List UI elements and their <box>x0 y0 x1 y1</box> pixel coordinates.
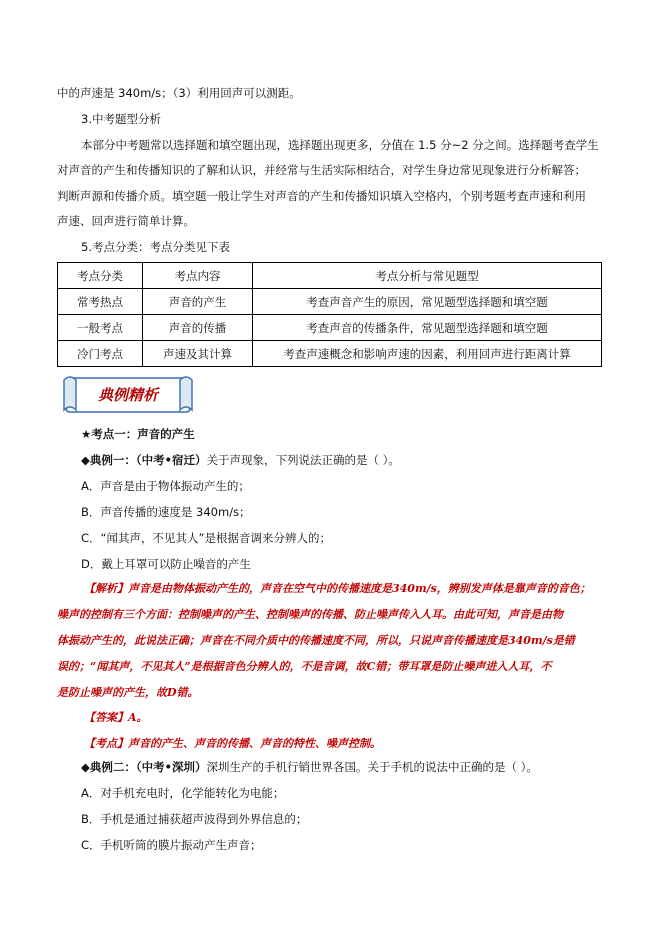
table-cell: 考查声音的传播条件，常见题型选择题和填空题 <box>253 315 602 341</box>
paragraph-line: 判断声源和传播介质。填空题一般让学生对声音的产生和传播知识填入空格内，个别考题考查声速和利用 <box>57 189 586 203</box>
table-header-row <box>58 263 602 289</box>
table-cell: 考查声音产生的原因，常见题型选择题和填空题 <box>253 289 602 315</box>
analysis-line: 误的；“闻其声，不见其人”是根据音色分辨人的，不是音调，故C错；带耳罩是防止噪声进入人耳，不 <box>57 660 552 673</box>
kaodian-line: 【考点】声音的产生、声音的传播、声音的特性、噪声控制。 <box>84 737 381 750</box>
table-cell: 声速及其计算 <box>143 341 253 367</box>
answer-line: 【答案】A。 <box>84 711 148 724</box>
analysis-line: 体振动产生的，此说法正确；声音在不同介质中的传播速度不同，所以，只说声音传播速度是340m/s是错 <box>57 634 575 647</box>
scroll-curl-right-icon <box>180 377 192 410</box>
question-text: 深圳生产的手机行销世界各国。关于手机的说法中正确的是（ ）。 <box>206 760 538 774</box>
table-cell: 一般考点 <box>58 315 143 341</box>
example-source: （中考•宿迁） <box>135 453 207 467</box>
table-row <box>58 315 602 341</box>
option-a: A．声音是由于物体振动产生的； <box>81 479 250 493</box>
analysis-line: 【解析】声音是由物体振动产生的，声音在空气中的传播速度是340m/s，辨别发声体是靠声音的音色； <box>84 582 591 595</box>
analysis-line: 噪声的控制有三个方面：控制噪声的产生、控制噪声的传播、防止噪声传入人耳。由此可知，声音是由物 <box>57 608 563 621</box>
example-source: （中考•深圳） <box>135 760 207 774</box>
option-b: B．手机是通过捕获超声波得到外界信息的； <box>81 812 308 826</box>
example-question <box>81 759 538 775</box>
table-cell: 冷门考点 <box>58 341 143 367</box>
topic-heading: ★考点一：声音的产生 <box>81 427 195 441</box>
table-row <box>58 289 602 315</box>
question-text: 关于声现象，下列说法正确的是（ ）。 <box>206 453 400 467</box>
table-row <box>58 341 602 367</box>
analysis-line: 是防止噪声的产生，故D错。 <box>57 686 199 699</box>
paragraph-line: 本部分中考题常以选择题和填空题出现，选择题出现更多，分值在 1.5 分~2 分之间。选择题考查学生 <box>81 138 599 152</box>
table-header: 考点内容 <box>143 263 253 289</box>
table-cell: 常考热点 <box>58 289 143 315</box>
example-marker: ◆典例一： <box>81 453 136 467</box>
intro-text: 中的声速是 340m/s；（3）利用回声可以测距。 <box>57 86 301 100</box>
paragraph-line: 声速、回声进行简单计算。 <box>57 214 195 228</box>
option-b: B．声音传播的速度是 340m/s； <box>81 505 251 519</box>
table-cell: 声音的传播 <box>143 315 253 341</box>
section-banner <box>62 372 194 416</box>
section-heading: 5.考点分类：考点分类见下表 <box>81 240 230 254</box>
option-c: C．“闻其声，不见其人”是根据音调来分辨人的； <box>81 531 331 545</box>
example-marker: ◆典例二： <box>81 760 136 774</box>
table-cell: 声音的产生 <box>143 289 253 315</box>
option-c: C．手机听筒的膜片振动产生声音； <box>81 838 262 852</box>
scroll-curl-left-icon <box>64 377 76 410</box>
paragraph-line: 对声音的产生和传播知识的了解和认识，并经常与生活实际相结合，对学生身边常见现象进行分析解答； <box>57 163 586 177</box>
example-question <box>81 452 400 468</box>
section-heading: 3.中考题型分析 <box>81 112 161 126</box>
table-header: 考点分析与常见题型 <box>253 263 602 289</box>
table-cell: 考查声速概念和影响声速的因素，利用回声进行距离计算 <box>253 341 602 367</box>
table-header: 考点分类 <box>58 263 143 289</box>
banner-title: 典例精析 <box>97 386 159 404</box>
option-d: D．戴上耳罩可以防止噪音的产生 <box>81 557 251 571</box>
option-a: A．对手机充电时，化学能转化为电能； <box>81 786 285 800</box>
classification-table <box>57 262 602 367</box>
